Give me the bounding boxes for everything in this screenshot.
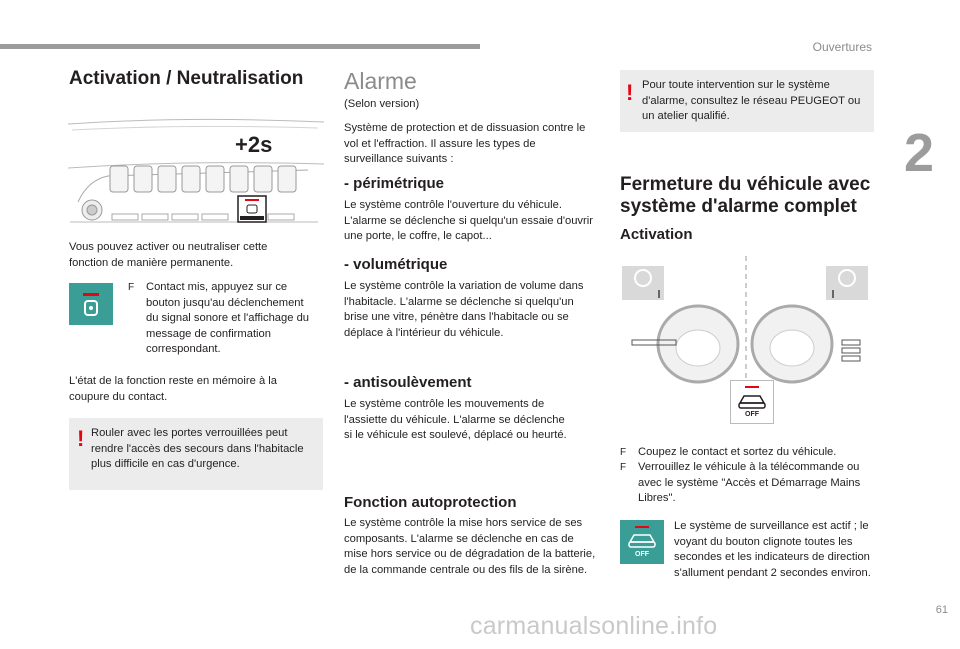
hold-duration-label: +2s [235, 132, 273, 157]
warning-icon: ! [77, 426, 85, 451]
bullet-mark: F [620, 447, 627, 458]
activation-bullet-text: Contact mis, appuyez sur ce bouton jusqu'au déclenchement du signal sonore et l'affichage du message de confirmation correspondant. [146, 281, 310, 356]
warning-panel-left [69, 418, 323, 490]
full-alarm-title-line1: Fermeture du véhicule avec [620, 174, 871, 195]
alarm-active-off-label: OFF [635, 551, 649, 558]
page-number: 61 [935, 604, 948, 616]
anti-lift-title: - antisoulèvement [344, 374, 472, 391]
alarm-off-button [730, 380, 774, 424]
activation-subtitle: Activation [620, 226, 693, 243]
memory-text: L'état de la fonction reste en mémoire à la coupure du contact. [69, 375, 277, 403]
right-bullet-2 [620, 460, 870, 507]
bullet-mark: F [620, 462, 627, 473]
self-protection-text: Le système contrôle la mise hors service de ses composants. L'alarme se déclenche en cas de mise hors service ou de dégradation de la batterie, de la commande centrale ou des fils de la sirène. [344, 517, 596, 576]
perimetric-title: - périmétrique [344, 175, 445, 192]
chapter-number: 2 [903, 123, 935, 183]
watermark: carmanualsonline.info [470, 612, 718, 640]
volumetric-title: - volumétrique [344, 256, 448, 273]
alarm-title: Alarme [344, 68, 417, 94]
right-bullet-1-text: Coupez le contact et sortez du véhicule. [638, 446, 837, 458]
anti-lift-text: Le système contrôle les mouvements de l'assiette du véhicule. L'alarme se déclenche si le véhicule est soulevé, déplacé ou heurté. [344, 398, 567, 442]
alarm-off-label: OFF [745, 411, 759, 418]
warning-panel-right [620, 70, 874, 132]
self-protection-title: Fonction autoprotection [344, 494, 517, 511]
activation-title: Activation / Neutralisation [69, 68, 304, 89]
warning-text-left: Rouler avec les portes verrouillées peut rendre l'accès des secours dans l'habitacle plus difficile en cas d'urgence. [91, 427, 304, 471]
console-illustration [68, 110, 324, 230]
bullet-mark: F [128, 282, 135, 293]
warning-icon: ! [626, 80, 634, 105]
right-bullet-2-text: Verrouillez le véhicule à la télécommande ou avec le système "Accès et Démarrage Mains Libres". [638, 461, 861, 505]
section-label: Ouvertures [812, 40, 872, 54]
full-alarm-title [620, 174, 870, 218]
alarm-active-icon [620, 520, 664, 564]
volumetric-text: Le système contrôle la variation de volume dans l'habitacle. L'alarme se déclenche si quelqu'un brise une vitre, pénètre dans l'habitacle ou se déplace à l'intérieur du véhicule. [344, 280, 584, 339]
intro-text: Vous pouvez activer ou neutraliser cette fonction de manière permanente. [69, 241, 268, 269]
header-bar [0, 44, 480, 49]
activation-bullet [128, 280, 318, 358]
console-figure [68, 110, 324, 230]
perimetric-text: Le système contrôle l'ouverture du véhicule. L'alarme se déclenche si quelqu'un essaie d'ouvrir une porte, le coffre, le capot... [344, 199, 593, 243]
alarm-description: Système de protection et de dissuasion contre le vol et l'effraction. Il assure les types de surveillance suivants : [344, 122, 586, 166]
version-note: (Selon version) [344, 98, 420, 110]
alarm-button-icon [69, 283, 113, 325]
right-bullet-1 [620, 445, 870, 461]
full-alarm-title-line2: système d'alarme complet [620, 196, 857, 217]
steering-wheel-figure [620, 256, 870, 428]
surveillance-active-text: Le système de surveillance est actif ; le voyant du bouton clignote toutes les secondes et les indicateurs de direction s'allument pendant 2 secondes environ. [674, 520, 871, 579]
warning-text-right: Pour toute intervention sur le système d'alarme, consultez le réseau PEUGEOT ou un atelier qualifié. [642, 79, 861, 123]
